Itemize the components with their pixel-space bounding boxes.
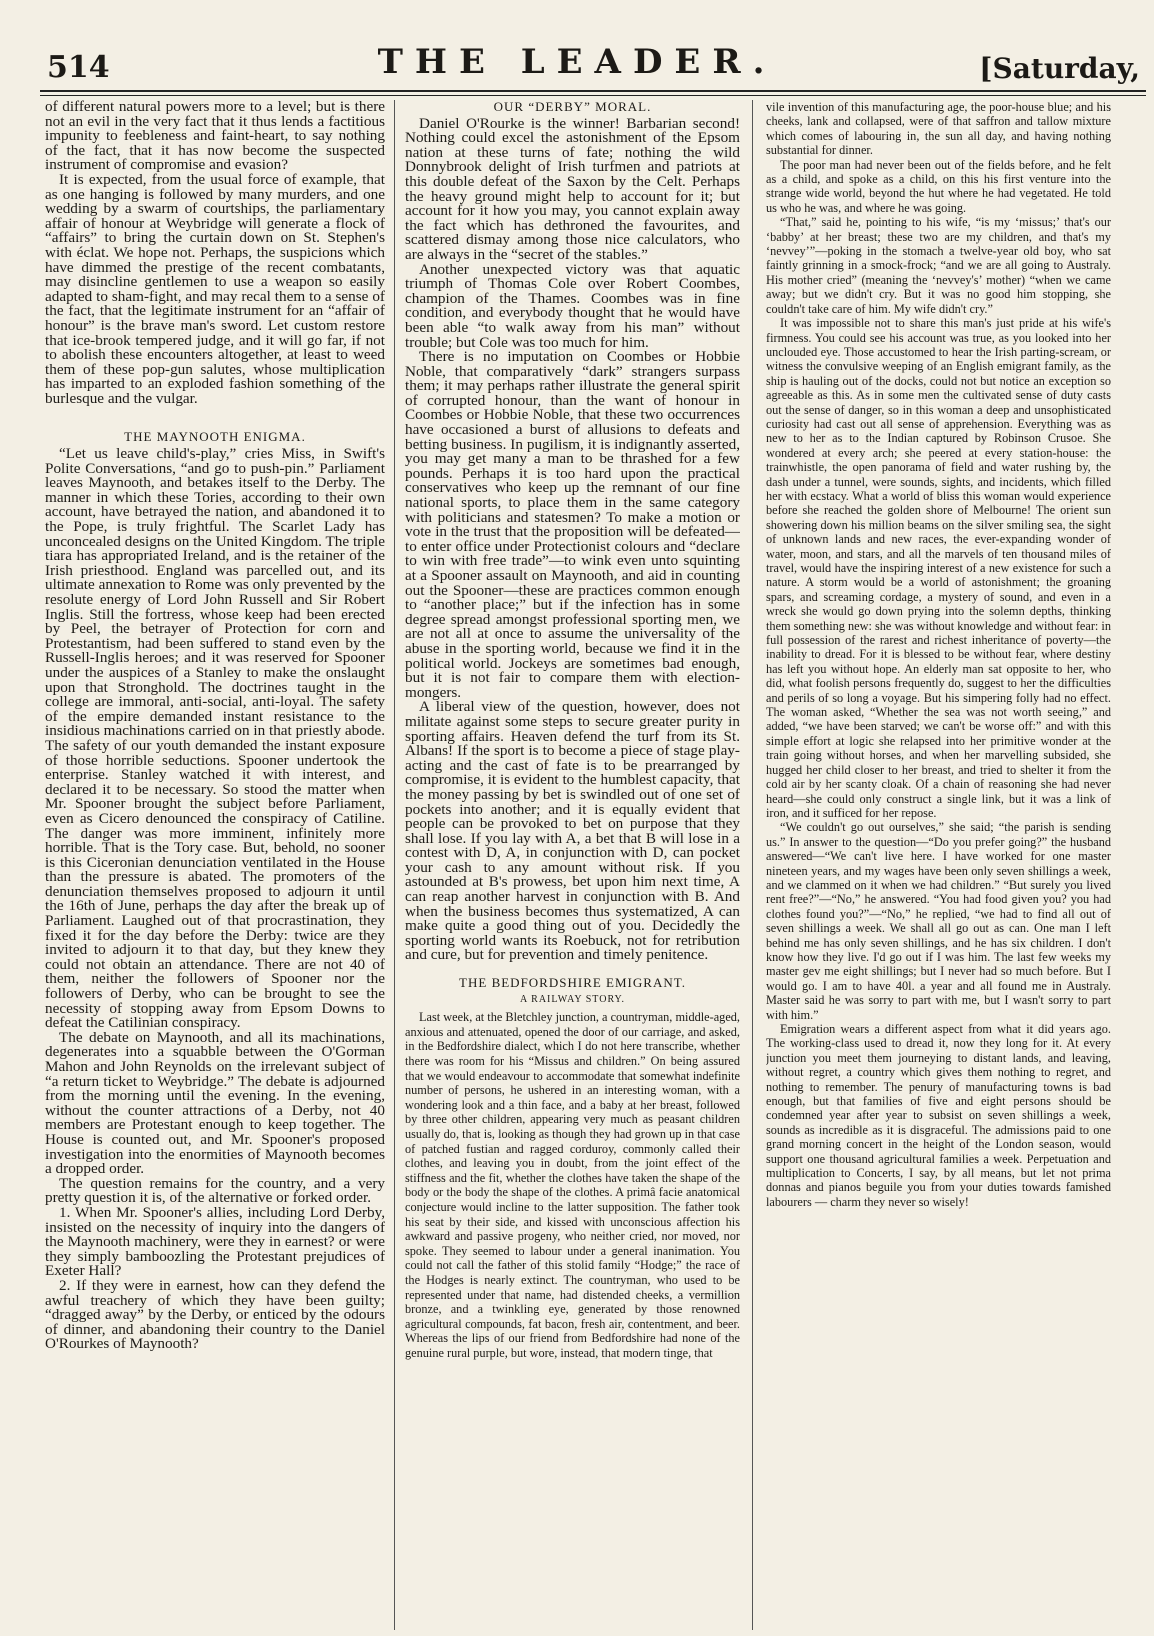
masthead: THE LEADER. [377, 42, 777, 82]
paragraph: 1. When Mr. Spooner's allies, including Lord Derby, insisted on the necessity of inquiry into the dangers of the Maynooth machinery, were they in earnest? or were they simply bamboozling the Protestant prejudices of Exeter Hall? [45, 1203, 385, 1280]
paragraph: It is expected, from the usual force of example, that as one hanging is followed by many murders, and one wedding by a swarm of courtships, the parliamentary affair of honour at Weybridge will generate a flock of “affairs” to bring the curtain down on St. Stephen's with éclat. We hope not. Perhaps, the suspicions which have dimmed the prestige of the recent combatants, may disincline gentlemen to use a weapon so easily adapted to sham-fight, and may recal them to a sense of the fact, that the legitimate instrument for an “affair of honour” is the brave man's sword. Let custom restore that ice-brook tempered judge, and it will go far, if not to abolish these encounters altogether, at least to weed them of these pop-gun salutes, whose multiplication has imparted to an exploded fashion something of the burlesque and the vulgar. [45, 170, 385, 407]
paragraph: Last week, at the Bletchley junction, a countryman, middle-aged, anxious and attenuated, opened the door of our carriage, and asked, in the Bedfordshire dialect, which I do not here transcribe, whether there was room for his “Missus and children.” On being assured that we would endeavour to accommodate that somewhat indefinite number of persons, he ushered in an interesting woman, with a wondering look and a thin face, and a baby at her breast, followed by three other children, appearing very much as peasant children usually do, that is, looking as though they had grown up in that case of patched fustian and ragged corduroy, commonly called their clothes, and leaving you in doubt, from the joint effect of the stiffness and the fit, whether the clothes have taken the shape of the body or the body the shape of the clothes. A primâ facie anatomical conjecture would incline to the latter supposition. The father took his seat by their side, and kissed with unconscious affection his awkward and passive progeny, who neither cried, nor moved, nor spoke. They seemed to labour under a general inanimation. You could not call the father of this stolid family “Hodge;” the race of the Hodges is nearly extinct. The countryman, who used to be represented under that name, had distended cheeks, a vermillion bronze, and a twinkling eye, generated by those renowned agricultural compounds, fat bacon, fresh air, contentment, and beer. Whereas the lips of our friend from Bedfordshire had none of the genuine rural purple, but wore, instead, that modern tinge, that [405, 1010, 740, 1360]
paragraph: Emigration wears a different aspect from what it did years ago. The working-class used to dread it, now they long for it. At every junction you meet them journeying to distant lands, and leaving, without regret, a country which gives them nothing to regret, and nothing to remember. The penury of manufacturing towns is bad enough, but that families of five and eight persons should be condemned year after year to subsist on seven shillings a week, sounds as incredible as it is disgraceful. The admissions paid to one grand morning concert in the height of the London season, would support one thousand agricultural families a week. Perpetuation and multiplication to Concerts, I say, by all means, but let not prima donnas and pianos beguile you from your duties towards famished labourers — charm they never so wisely! [766, 1022, 1111, 1209]
paragraph: The debate on Maynooth, and all its machinations, degenerates into a squabble between the O'Gorman Mahon and John Reynolds on the irrelevant subject of “a return ticket to Weybridge.” The debate is adjourned from the morning until the evening. In the evening, without the counter attractions of a Derby, not 40 members are Protestant enough to keep together. The House is counted out, and Mr. Spooner's proposed investigation into the enormities of Maynooth becomes a dropped order. [45, 1028, 385, 1178]
article-subheading: A RAILWAY STORY. [519, 993, 625, 1005]
page-number: 514 [47, 50, 110, 85]
article-heading: THE MAYNOOTH ENIGMA. [124, 429, 306, 445]
article-heading: THE BEDFORDSHIRE EMIGRANT. [459, 975, 686, 991]
column-left [45, 100, 385, 1630]
paragraph: vile invention of this manufacturing age, the poor-house blue; and his cheeks, lank and collapsed, were of that saffron and tallow mixture which comes of labouring in, the sun all day, and having nothing substantial for dinner. [766, 100, 1111, 158]
column-divider [752, 100, 753, 1630]
header-rule [40, 90, 1146, 96]
paragraph: “We couldn't go out ourselves,” she said; “the parish is sending us.” In answer to the question—“Do you prefer going?” the husband answered—“We can't live here. I have worked for one master nineteen years, and my wages have been only seven shillings a week, and we clammed on it when we had children.” “But surely you lived rent free?”—“No,” he answered. “You had food given you? you had clothes found you?”—“No,” he replied, “we had to find all out of seven shillings a week. We shall all go out as can. One man I left behind me has only seven shillings, and he has six children. I don't know how they live. I'd go out if I was him. The last few weeks my master gev me eight shillings; but I never had so much before. But I would go. I am to have 40l. a year and all found me in Australy. Master said he was sorry to part with me, but I wasn't sorry to part with him.” [766, 820, 1111, 1022]
paragraph: It was impossible not to share this man's just pride at his wife's firmness. You could see his account was true, as you looked into her unclouded eye. Those accustomed to hear the Irish parting-scream, or witness the convulsive weeping of an English emigrant family, as the ship is hauling out of the docks, could not but notice an exception so agreeable as this. As in some men the cultivated sense of duty casts out the sense of danger, so in this woman a deep and unsophisticated curiosity had cast out all sense of apprehension. Everything was as new to her as to the Indian captured by Robinson Crusoe. She wondered at every arch; she peered at every station-house: the trainwhistle, the open panorama of field and water rushing by, the dash under a tunnel, were sounds, sights, and incidents, which filled her with ecstacy. What a world of bliss this woman would experience before she reached the golden shore of Melbourne! The orient sun showering down his million beams on the silver smiling sea, the sight of unknown lands and new races, the ever-expanding wonder of water, moon, and stars, and all the marvels of ten thousand miles of travel, would have the inspiring interest of a new existence for such a nature. A storm would be a world of astonishment; the groaning spars, and screaming cordage, a mystery of sound, and even in a wreck she would go down prying into the solemn depths, thinking them something new: she was without knowledge and without fear: in full possession of the rarest and richest inheritance of poverty—the inability to dread. For it is blessed to be without fear, where destiny has left you without hope. An elderly man sat opposite to her, who did, what foolish persons frequently do, suggest to her the difficulties and perils of so long a voyage. But his simpering folly had no effect. The woman asked, “Whether the sea was not worth seeing,” and added, “we have been starved; we can't be worse off:” and with this simple effort at logic she relapsed into her primitive wonder at the train going without horses, and when her marvelling subsided, she hugged her child closer to her breast, and tried to shelter it from the cold air by her scanty cloak. Of a chain of reasoning she had never heard—she could only construct a single link, but it was a link of iron, and it sufficed for her repose. [766, 316, 1111, 820]
paragraph: of different natural powers more to a level; but is there not an evil in the very fact that it thus lends a factitious impunity to feebleness and faint-heart, to say nothing of the fact, that it has now become the suspected instrument of compromise and evasion? [45, 100, 385, 174]
paragraph: The poor man had never been out of the fields before, and he felt as a child, and spoke as a child, on this his first venture into the strange wide world, beyond the hut where he had vegetated. He told us who he was, and where he was going. [766, 157, 1111, 215]
paragraph: Daniel O'Rourke is the winner! Barbarian second! Nothing could excel the astonishment of the Epsom nation at these turns of fate; nothing the wild Donnybrook delight of Irish turfmen and patriots at this double defeat of the Saxon by the Celt. Perhaps the heavy ground might help to account for it; but account for it how you may, you cannot explain away the fact which has dethroned the favourites, and scattered dismay among those nice calculators, who are always in the “secret of the stables.” [405, 114, 740, 263]
column-divider [394, 100, 395, 1630]
paragraph: “Let us leave child's-play,” cries Miss, in Swift's Polite Conversations, “and go to push-pin.” Parliament leaves Maynooth, and betakes itself to the Derby. The manner in which these Tories, according to their own account, have betrayed the nation, and abandoned it to the Pope, is truly frightful. The Scarlet Lady has unconcealed designs on the United Kingdom. The triple tiara has appropriated Ireland, and is the retainer of the Irish priesthood. England was parcelled out, and its ultimate annexation to Rome was only prevented by the resolute energy of Lord John Russell and Sir Robert Inglis. Still the fortress, whose keep had been erected by Peel, the betrayer of Protection for corn and Protestantism, had been suffered to stand even by the Russell-Inglis heroes; and it was reserved for Spooner under the auspices of a Stanley to make the onslaught upon that Stronghold. The doctrines taught in the college are immoral, anti-social, anti-loyal. The safety of the empire demanded instant resistance to the insidious machinations carried on in that priestly abode. The safety of our youth demanded the instant exposure of those horrible seductions. Spooner undertook the enterprise. Stanley watched it with interest, and declared it to be necessary. So stood the matter when Mr. Spooner brought the subject before Parliament, even as Cicero denounced the conspiracy of Catiline. The danger was more imminent, infinitely more horrible. That is the Tory case. But, behold, no sooner is this Ciceronian denunciation ventilated in the House than the pressure is abated. The promoters of the denunciation themselves proposed to adjourn it until the 16th of June, perhaps the day after the break up of Parliament. Laughed out of that procrastination, they fixed it for the day before the Derby: twice are they invited to adjourn it to that day, but they knew they could not obtain an attendance. There are not 40 of them, neither the followers of Spooner nor the followers of Derby, who can be brought to see the necessity of stopping away from Epsom Downs to defeat the Catilinian conspiracy. [45, 445, 385, 1032]
column-middle [405, 100, 740, 1630]
day-label: [Saturday, [979, 52, 1140, 85]
column-right [766, 100, 1111, 1630]
article-heading: OUR “DERBY” MORAL. [493, 100, 652, 114]
page-header [0, 0, 1154, 95]
paragraph: 2. If they were in earnest, how can they defend the awful treachery of which they have been guilty; “dragged away” by the Derby, or enticed by the odours of dinner, and abandoning their country to the Daniel O'Rourkes of Maynooth? [45, 1276, 385, 1353]
paragraph: Another unexpected victory was that aquatic triumph of Thomas Cole over Robert Coombes, champion of the Thames. Coombes was in fine condition, and everybody thought that he would have been able “to walk away from his man” without trouble; but Cole was too much for him. [405, 260, 740, 351]
paragraph: A liberal view of the question, however, does not militate against some steps to secure greater purity in sporting affairs. Heaven defend the turf from its St. Albans! If the sport is to become a piece of stage play-acting and the cast of fate is to be prearranged by compromise, it is evident to the humblest capacity, that the money passing by bet is swindled out of one set of pockets into another; and it is equally evident that people can be provoked to bet on purpose that they shall lose. If you lay with A, a bet that B will lose in a contest with D, A, in conjunction with D, can pocket your cash to any amount without risk. If you astounded at B's prowess, bet upon him next time, A can reap another harvest in conjunction with B. And when the business becomes thus systematized, A can make quite a good thing out of you. Decidedly the sporting world wants its Roebuck, not for retribution and cure, but for prevention and timely penitence. [405, 698, 740, 964]
paragraph: The question remains for the country, and a very pretty question it is, of the alternative or forked order. [45, 1174, 385, 1207]
paragraph: “That,” said he, pointing to his wife, “is my ‘missus;’ that's our ‘babby’ at her breast; these two are my children, and that's my ‘nevvey’”—poking in the stomach a twelve-year old boy, who sat faintly grinning in a smock-frock; “and we are all going to Australy. His mother cried” (meaning the ‘nevvey's’ mother) “when we came away; but we didn't cry. But it was no good him stopping, she couldn't take care of him. My wife didn't cry.” [766, 215, 1111, 316]
paragraph: There is no imputation on Coombes or Hobbie Noble, that comparatively “dark” strangers surpass them; it may perhaps rather illustrate the general spirit of corrupted honour, than the want of honour in Coombes or Hobbie Noble, that these two occurrences have occasioned a burst of allusions to defeats and betting business. In pugilism, it is indignantly asserted, you may get many a man to be thrashed for a few pounds. Perhaps it is too hard upon the practical conservatives who keep up the remnant of our fine national sports, to place them in the same category with politicians and statesmen? To make a motion or vote in the trust that the proposition will be defeated—to enter office under Protectionist colours and “declare to win with free trade”—to wink even unto squinting at a Spooner assault on Maynooth, and aid in counting out the Spooner—these are practices common enough to “another place;” but if the infection has in some degree spread amongst professional sporting men, we are not all at once to assume the universality of the abuse in the sporting world, because we find it in the political world. Jockeys are sometimes bad enough, but it is not fair to compare them with election-mongers. [405, 348, 740, 701]
